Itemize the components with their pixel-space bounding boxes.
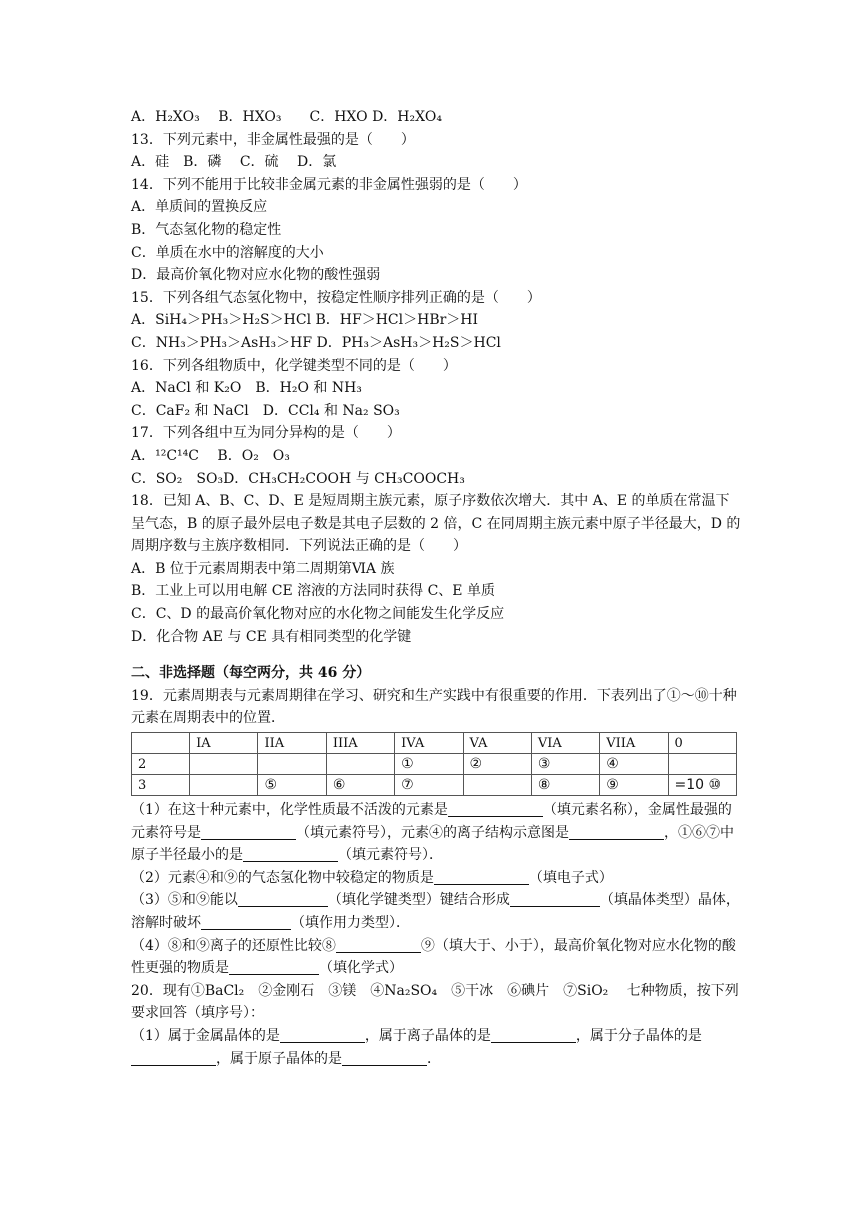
q20-1-text-e: ． [427, 1050, 441, 1067]
q15-options-ab: A．SiH₄＞PH₃＞H₂S＞HCl B．HF＞HCl＞HBr＞HI [131, 312, 479, 329]
answer-blank[interactable] [336, 938, 421, 953]
q15-options-cd: C．NH₃＞PH₃＞AsH₃＞HF D．PH₃＞AsH₃＞H₂S＞HCl [131, 334, 501, 351]
section-gap [131, 648, 741, 662]
answer-blank[interactable] [201, 915, 291, 930]
answer-blank[interactable] [491, 1028, 576, 1043]
table-row [132, 754, 737, 775]
q19-part4 [131, 935, 741, 980]
table-cell: IIIA [326, 733, 394, 754]
answer-blank[interactable] [448, 802, 543, 817]
table-cell: VIIA [600, 733, 668, 754]
table-cell [190, 775, 258, 796]
table-cell: ① [395, 754, 463, 775]
q20-1-text-a: （1）属于金属晶体的是 [131, 1027, 280, 1044]
q19-1-text-e: （填元素符号）． [338, 847, 443, 864]
q14-stem: 14．下列不能用于比较非金属元素的非金属性强弱的是（ ） [131, 176, 527, 193]
q19-part1 [131, 799, 741, 867]
q12-options: A．H₂XO₃ B．HXO₃ C．HXO D．H₂XO₄ [131, 109, 442, 125]
q16-options-ab: A．NaCl 和 K₂O B．H₂O 和 NH₃ [131, 380, 362, 397]
table-cell: VIA [531, 733, 599, 754]
q16-stem: 16．下列各组物质中，化学键类型不同的是（ ） [131, 357, 457, 374]
q18-option-c: C．C、D 的最高价氧化物对应的水化物之间能发生化学反应 [131, 606, 505, 623]
answer-blank[interactable] [434, 870, 529, 885]
q20-1-text-c: ，属于分子晶体的是 [575, 1027, 702, 1044]
periodic-table [131, 732, 737, 796]
q20-1-text-b: ，属于离子晶体的是 [364, 1027, 491, 1044]
table-cell: ⑤ [258, 775, 326, 796]
q19-3-text-c: （填晶体类型）晶体，溶解时破坏 [131, 892, 740, 931]
answer-blank[interactable] [280, 1028, 365, 1043]
answer-blank[interactable] [201, 825, 296, 840]
table-cell: IA [190, 733, 258, 754]
table-cell: IVA [395, 733, 463, 754]
table-cell [668, 754, 736, 775]
q14-option-a: A．单质间的置换反应 [131, 199, 268, 216]
q19-1-text-d: ，①⑥⑦中原子半径最小的是 [131, 824, 734, 864]
table-cell: ⑧ [531, 775, 599, 796]
answer-blank[interactable] [510, 892, 600, 907]
q18-option-b: B．工业上可以用电解 CE 溶液的方法同时获得 C、E 单质 [131, 583, 495, 600]
table-cell [463, 775, 531, 796]
q19-3-text-d: （填作用力类型）． [291, 915, 410, 931]
q19-1-text-a: （1）在这十种元素中，化学性质最不活泼的元素是 [131, 802, 448, 819]
table-header-row [132, 733, 737, 754]
table-cell: ⑨ [600, 775, 668, 796]
table-cell: 2 [132, 754, 190, 775]
exam-page [131, 106, 741, 1070]
q15-stem: 15．下列各组气态氢化物中，按稳定性顺序排列正确的是（ ） [131, 289, 541, 306]
table-cell: ② [463, 754, 531, 775]
q18-option-d: D．化合物 AE 与 CE 具有相同类型的化学键 [131, 628, 412, 645]
table-cell [326, 754, 394, 775]
q19-1-text-c: （填元素符号），元素④的离子结构示意图是 [296, 824, 569, 841]
q19-3-text-a: （3）⑤和⑨能以 [131, 892, 238, 909]
q19-3-text-b: （填化学键类型）键结合形成 [327, 892, 510, 909]
table-cell: VA [463, 733, 531, 754]
table-cell: ⑦ [395, 775, 463, 796]
q17-options-ab: A．¹²C¹⁴C B．O₂ O₃ [131, 447, 290, 464]
q19-2-text-b: （填电子式） [528, 869, 613, 886]
q19-4-text-b: ⑨（填大于、小于），最高价氧化物对应水化物的酸性更强的物质是 [131, 937, 736, 977]
answer-blank[interactable] [238, 892, 328, 907]
table-cell: ⑥ [326, 775, 394, 796]
q14-option-b: B．气态氢化物的稳定性 [131, 221, 282, 238]
q20-part1 [131, 1025, 741, 1070]
answer-blank[interactable] [131, 1051, 216, 1066]
q19-stem: 19．元素周期表与元素周期律在学习、研究和生产实践中有很重要的作用．下表列出了①～⑩十种元素在周期表中的位置． [131, 687, 737, 727]
q19-part2 [131, 867, 741, 890]
q20-stem: 20．现有①BaCl₂ ②金刚石 ③镁 ④Na₂SO₄ ⑤干冰 ⑥碘片 ⑦SiO₂ 七种物质，按下列要求回答（填序号）： [131, 982, 739, 1022]
q19-1-text-b: （填元素名称），金属性最强的元素符号是 [131, 802, 732, 841]
answer-blank[interactable] [229, 960, 319, 975]
table-cell: 0 [668, 733, 736, 754]
table-cell: 3 [132, 775, 190, 796]
q18-stem: 18．已知 A、B、C、D、E 是短周期主族元素，原子序数依次增大．其中 A、E 的单质在常温下呈气态，B 的原子最外层电子数是其电子层数的 2 倍，C 在同周期主族元素中原子半径最大，D 的周期序数与主族序数相同．下列说法正确的是（ ） [131, 493, 741, 555]
q14-option-d: D．最高价氧化物对应水化物的酸性强弱 [131, 267, 381, 284]
q17-stem: 17．下列各组中互为同分异构的是（ ） [131, 425, 401, 442]
table-cell [190, 754, 258, 775]
answer-blank[interactable] [569, 825, 664, 840]
q18-option-a: A．B 位于元素周期表中第二周期第ⅥA 族 [131, 560, 395, 577]
q19-4-text-a: （4）⑧和⑨离子的还原性比较⑧ [131, 937, 336, 954]
table-cell: ③ [531, 754, 599, 775]
q17-options-cd: C．SO₂ SO₃D．CH₃CH₂COOH 与 CH₃COOCH₃ [131, 470, 465, 487]
table-cell: IIA [258, 733, 326, 754]
q19-part3 [131, 889, 741, 934]
table-cell [258, 754, 326, 775]
table-cell: =10 ⑩ [668, 775, 736, 796]
table-cell [132, 733, 190, 754]
section2-title: 二、非选择题（每空两分，共 46 分） [131, 665, 371, 682]
q16-options-cd: C．CaF₂ 和 NaCl D．CCl₄ 和 Na₂ SO₃ [131, 402, 400, 419]
q20-1-text-d: ，属于原子晶体的是 [216, 1050, 342, 1067]
answer-blank[interactable] [342, 1051, 427, 1066]
q13-options: A．硅 B．磷 C．硫 D．氯 [131, 154, 337, 171]
q13-stem: 13．下列元素中，非金属性最强的是（ ） [131, 131, 415, 148]
q19-2-text-a: （2）元素④和⑨的气态氢化物中较稳定的物质是 [131, 869, 434, 886]
table-cell: ④ [600, 754, 668, 775]
table-row [132, 775, 737, 796]
answer-blank[interactable] [243, 847, 338, 862]
q14-option-c: C．单质在水中的溶解度的大小 [131, 244, 324, 261]
q19-4-text-c: （填化学式） [319, 960, 403, 977]
